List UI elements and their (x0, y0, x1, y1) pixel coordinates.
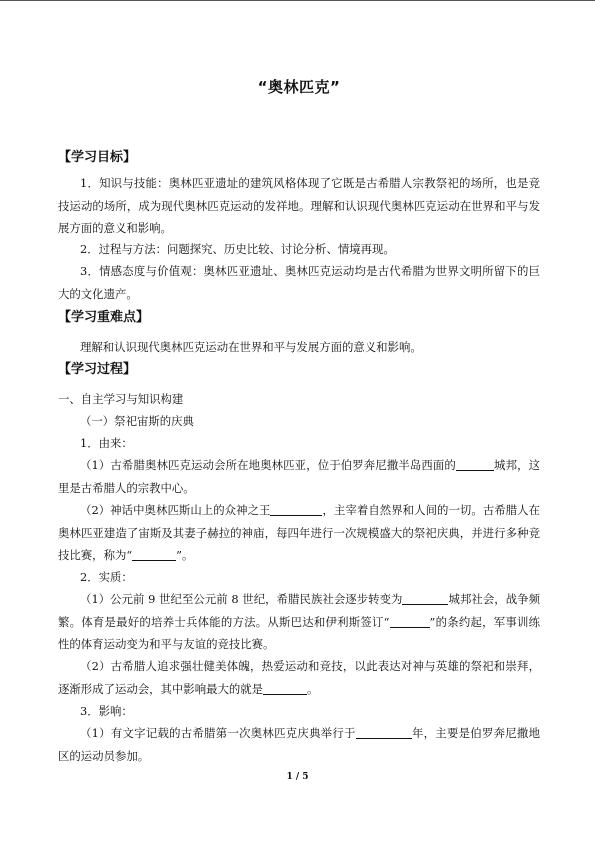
heading-learning-process: 【学习过程】 (58, 362, 137, 377)
fill-blank-1[interactable] (456, 458, 494, 471)
origin-paragraph-2 (58, 499, 540, 567)
influence-p1-text-b: 年，主要是伯罗奔尼撒地区的运动员参加。 (58, 726, 540, 763)
fill-blank-2[interactable] (270, 503, 322, 516)
origin-p2-text-a: （2）神话中奥林匹斯山上的众神之王 (80, 503, 271, 517)
essence-paragraph-1 (58, 588, 540, 656)
goal-paragraph-1: 1．知识与技能：奥林匹亚遗址的建筑风格体现了它既是古希腊人宗教祭祀的场所，也是竞技运动的场所，成为现代奥林匹克运动的发祥地。理解和认识现代奥林匹克运动在世界和平与发展方面的意义和影响。 (58, 176, 540, 235)
item-influence: 3．影响： (80, 704, 133, 718)
origin-paragraph-1 (58, 454, 540, 499)
origin-p1-text-a: （1）古希腊奥林匹克运动会所在地奥林匹亚，位于伯罗奔尼撒半岛西面的 (80, 458, 456, 472)
essence-p1-text-b: 城邦社会，战争频繁。体育是最好的培养士兵体能的方法。从斯巴达和伊利斯签订“ (58, 592, 540, 629)
subsection-1: （一）祭祀宙斯的庆典 (80, 414, 194, 428)
fill-blank-7[interactable] (356, 726, 412, 739)
fill-blank-6[interactable] (263, 682, 307, 695)
essence-p1-text-c: ”的条约起，军事训练性的体育运动变为和平与友谊的竞技比赛。 (58, 614, 541, 651)
item-essence: 2．实质： (80, 570, 133, 584)
process-part-1: 一、自主学习与知识构建 (58, 392, 184, 406)
influence-paragraph-1 (58, 722, 540, 767)
fill-blank-5[interactable] (390, 615, 430, 628)
fill-blank-3[interactable] (132, 548, 176, 561)
essence-p2-text-a: （2）古希腊人追求强壮健美体魄，热爱运动和竞技，以此表达对神与英雄的祭祀和崇拜，逐渐形成了运动会，其中影响最大的就是 (58, 659, 540, 696)
essence-p1-text-a: （1）公元前 9 世纪至公元前 8 世纪，希腊民族社会逐步转变为 (80, 592, 403, 606)
essence-p2-text-b: 。 (307, 681, 319, 696)
heading-key-points: 【学习重难点】 (58, 310, 150, 325)
item-origin: 1．由来： (80, 436, 133, 450)
origin-p2-text-c: ”。 (176, 548, 194, 562)
document-title: “奥林匹克” (257, 78, 341, 96)
essence-paragraph-2 (58, 655, 540, 700)
key-points-paragraph: 理解和认识现代奥林匹克运动在世界和平与发展方面的意义和影响。 (80, 340, 422, 354)
goal-paragraph-2: 2．过程与方法：问题探究、历史比较、讨论分析、情境再现。 (80, 242, 395, 256)
heading-learning-goals: 【学习目标】 (58, 150, 137, 165)
origin-p2-text-b: ，主宰着自然界和人间的一切。古希腊人在奥林匹亚建造了宙斯及其妻子赫拉的神庙，每四年进行一次规模盛大的祭祀庆典，并进行多种竞技比赛，称为“ (58, 503, 540, 562)
goal-paragraph-3: 3．情感态度与价值观：奥林匹亚遗址、奥林匹克运动均是古代希腊为世界文明所留下的巨大的文化遗产。 (58, 264, 540, 301)
top-rule (0, 0, 595, 1)
influence-p1-text-a: （1）有文字记载的古希腊第一次奥林匹克庆典举行于 (80, 726, 356, 740)
page-number: 1 / 5 (286, 772, 309, 782)
fill-blank-4[interactable] (402, 592, 448, 605)
origin-p1-text-b: 城邦，这里是古希腊人的宗教中心。 (58, 458, 540, 495)
